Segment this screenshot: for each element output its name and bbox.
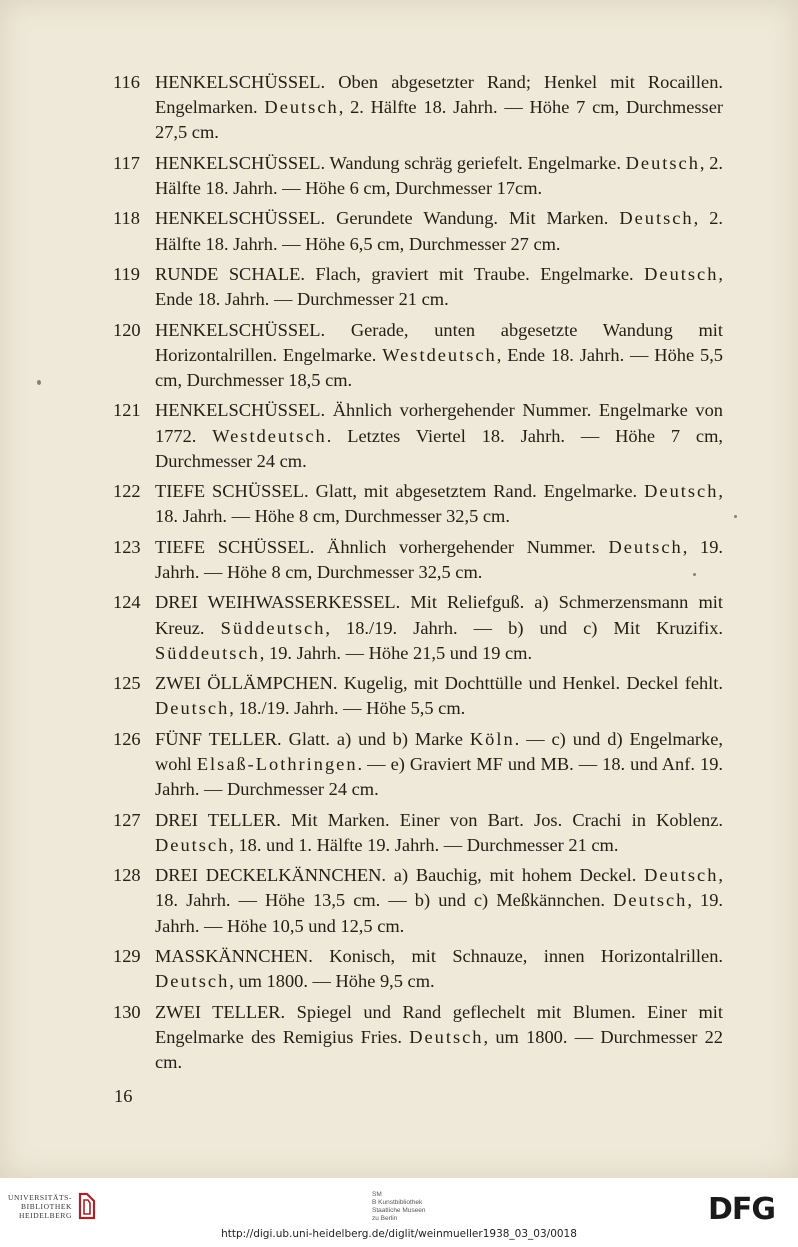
- entry-number: 119: [113, 263, 140, 284]
- entry-text: [155, 264, 723, 309]
- entry-text-segment: FÜNF TELLER. Glatt. a) und b) Marke: [155, 728, 470, 749]
- museum-stamp: [372, 1191, 425, 1223]
- spaced-place-name: Deutsch: [409, 1026, 484, 1047]
- entry-text: [155, 592, 723, 662]
- catalog-entry: [113, 318, 723, 394]
- entry-text-segment: , um 1800. — Durchmesser 22 cm.: [155, 1026, 723, 1072]
- entry-number: 130: [113, 1001, 141, 1022]
- permalink[interactable]: http://digi.ub.uni-heidelberg.de/diglit/weinmueller1938_03_03/0018: [221, 1228, 577, 1240]
- entry-text: [155, 537, 723, 582]
- entry-text-segment: , 19. Jahrh. — Höhe 21,5 und 19 cm.: [259, 642, 533, 663]
- spaced-place-name: Deutsch: [264, 97, 339, 118]
- entry-text: [155, 153, 723, 198]
- entry-text-segment: . — e) Graviert MF und MB. — 18. und Anf. 19. Jahrh. — Durchmesser 24 cm.: [155, 753, 723, 800]
- spaced-place-name: Deutsch: [155, 834, 230, 855]
- spaced-place-name: Westdeutsch: [212, 425, 327, 446]
- entry-number: 123: [113, 536, 141, 557]
- entry-text-segment: , 19. Jahrh. — Höhe 8 cm, Durchmesser 32,5 cm.: [155, 536, 723, 582]
- entry-text-segment: , 19. Jahrh. — Höhe 10,5 und 12,5 cm.: [155, 890, 724, 936]
- scan-speck: [734, 515, 737, 518]
- catalog-entry: [113, 671, 723, 721]
- catalog-entry: [113, 70, 723, 146]
- catalog-entry: [113, 479, 723, 529]
- entry-number: 122: [113, 481, 141, 502]
- entry-text-segment: HENKELSCHÜSSEL. Ähnlich vorhergehender Nummer. Engelmarke von 1772.: [155, 400, 723, 446]
- spaced-place-name: Deutsch: [644, 865, 719, 886]
- entry-text-segment: TIEFE SCHÜSSEL. Ähnlich vorhergehender Nummer.: [155, 536, 609, 557]
- entry-number: 125: [113, 673, 141, 694]
- entry-text: [155, 1002, 723, 1072]
- entry-text-segment: HENKELSCHÜSSEL. Gerade, unten abgesetzte Wandung mit Horizontalrillen. Engelmarke.: [155, 319, 723, 365]
- entry-text-segment: DREI TELLER. Mit Marken. Einer von Bart. Jos. Crachi in Koblenz.: [155, 809, 723, 830]
- entry-text: [155, 320, 723, 390]
- entry-number: 128: [113, 865, 141, 886]
- entry-text: [155, 72, 723, 142]
- entry-text-segment: RUNDE SCHALE. Flach, graviert mit Traube. Engelmarke.: [155, 263, 645, 284]
- spaced-place-name: Westdeutsch: [382, 344, 497, 365]
- spaced-place-name: Deutsch: [644, 263, 719, 284]
- entry-text-segment: MASSKÄNNCHEN. Konisch, mit Schnauze, innen Horizontalrillen.: [155, 945, 723, 966]
- entry-number: 127: [113, 809, 141, 830]
- stamp-line: B Kunstbibliothek: [372, 1199, 423, 1206]
- catalog-entry: [113, 590, 723, 666]
- library-name-line: UNIVERSITÄTS-: [8, 1193, 73, 1202]
- entry-text: [155, 208, 723, 253]
- spaced-place-name: Deutsch: [619, 208, 694, 229]
- entry-text: [155, 481, 723, 526]
- entry-number: 116: [113, 72, 140, 92]
- entry-text-segment: HENKELSCHÜSSEL. Wandung schräg geriefelt. Engelmarke.: [155, 152, 626, 173]
- entry-number: 129: [113, 945, 141, 966]
- entry-number: 126: [113, 728, 141, 749]
- catalog-entry: [113, 944, 723, 994]
- spaced-place-name: Elsaß-Lothringen: [196, 753, 358, 774]
- entry-number: 120: [113, 319, 141, 340]
- entry-text: [155, 810, 723, 855]
- entry-text-segment: , Ende 18. Jahrh. — Höhe 5,5 cm, Durchmesser 18,5 cm.: [155, 344, 723, 390]
- entry-text-segment: . Letztes Viertel 18. Jahrh. — Höhe 7 cm, Durchmesser 24 cm.: [155, 425, 723, 471]
- entry-text-segment: , 18./19. Jahrh. — Höhe 5,5 cm.: [229, 698, 466, 719]
- stamp-line: zu Berlin: [372, 1215, 398, 1222]
- catalog-entry: [113, 535, 723, 585]
- entry-text-segment: HENKELSCHÜSSEL. Oben abgesetzter Rand; Henkel mit Rocaillen. Engelmarken.: [155, 72, 723, 118]
- spaced-place-name: Deutsch: [608, 536, 683, 557]
- entry-number: 117: [113, 152, 140, 173]
- catalog-entry: [113, 206, 723, 256]
- entry-text: [155, 673, 723, 718]
- spaced-place-name: Köln: [469, 728, 515, 749]
- entry-text-segment: , 18./19. Jahrh. — b) und c) Mit Kruzifix.: [325, 617, 724, 638]
- entry-text-segment: . — c) und d) Engelmarke, wohl: [155, 728, 723, 774]
- spaced-place-name: Deutsch: [625, 152, 700, 173]
- university-library-logo-icon: [78, 1192, 96, 1220]
- entry-text-segment: TIEFE SCHÜSSEL. Glatt, mit abgesetztem Rand. Engelmarke.: [155, 481, 645, 502]
- library-name: [8, 1193, 72, 1220]
- stamp-line: SM: [372, 1191, 382, 1198]
- entry-text-segment: DREI DECKELKÄNNCHEN. a) Bauchig, mit hohem Deckel.: [155, 865, 645, 886]
- library-name-line: HEIDELBERG: [18, 1211, 73, 1220]
- entry-text: [155, 729, 723, 799]
- entry-text-segment: , 2. Hälfte 18. Jahrh. — Höhe 6,5 cm, Durchmesser 27 cm.: [155, 208, 723, 254]
- scan-speck: [693, 573, 696, 576]
- catalog-entry: [113, 398, 723, 474]
- entry-text-segment: , 18. und 1. Hälfte 19. Jahrh. — Durchmesser 21 cm.: [229, 834, 619, 855]
- entry-text-segment: DREI WEIHWASSERKESSEL. Mit Reliefguß. a) Schmerzensmann mit Kreuz.: [155, 592, 723, 638]
- page-number: 16: [114, 1086, 133, 1106]
- catalog-entry: [113, 151, 723, 201]
- entry-number: 124: [113, 592, 141, 613]
- entry-text: [155, 946, 723, 991]
- viewer-footer: [0, 1178, 798, 1247]
- entry-text-segment: , 2. Hälfte 18. Jahrh. — Höhe 7 cm, Durchmesser 27,5 cm.: [155, 97, 723, 143]
- entry-text-segment: ZWEI ÖLLÄMPCHEN. Kugelig, mit Dochttülle und Henkel. Deckel fehlt.: [155, 673, 723, 694]
- entry-text-segment: , Ende 18. Jahrh. — Durchmesser 21 cm.: [155, 263, 723, 310]
- entry-number: 118: [113, 208, 140, 229]
- entry-text-segment: , 2. Hälfte 18. Jahrh. — Höhe 6 cm, Durchmesser 17cm.: [155, 152, 723, 198]
- catalog-entry: [113, 727, 723, 803]
- spaced-place-name: Süddeutsch: [220, 617, 326, 638]
- spaced-place-name: Deutsch: [155, 698, 230, 719]
- catalog-entry: [113, 1000, 723, 1076]
- catalog-entries: [113, 70, 723, 1080]
- spaced-place-name: Deutsch: [155, 971, 230, 992]
- catalog-entry: [113, 808, 723, 858]
- catalog-entry: [113, 262, 723, 312]
- entry-text: [155, 400, 723, 470]
- library-name-line: BIBLIOTHEK: [21, 1202, 73, 1211]
- entry-number: 121: [113, 400, 141, 421]
- entry-text: [155, 865, 723, 935]
- entry-text-segment: , 18. Jahrh. — Höhe 8 cm, Durchmesser 32,5 cm.: [155, 481, 723, 527]
- spaced-place-name: Süddeutsch: [155, 642, 260, 663]
- spaced-place-name: Deutsch: [613, 890, 688, 911]
- entry-text-segment: , um 1800. — Höhe 9,5 cm.: [229, 971, 435, 992]
- scan-speck: [37, 380, 41, 385]
- dfg-logo: DFG: [708, 1192, 776, 1227]
- entry-text-segment: HENKELSCHÜSSEL. Gerundete Wandung. Mit Marken.: [155, 208, 620, 229]
- entry-text-segment: , 18. Jahrh. — Höhe 13,5 cm. — b) und c) Meßkännchen.: [155, 865, 723, 911]
- catalog-entry: [113, 863, 723, 939]
- spaced-place-name: Deutsch: [644, 481, 719, 502]
- entry-text-segment: ZWEI TELLER. Spiegel und Rand geflechelt mit Blumen. Einer mit Engelmarke des Remigius Fries.: [155, 1001, 723, 1047]
- stamp-line: Staatliche Museen: [372, 1207, 426, 1214]
